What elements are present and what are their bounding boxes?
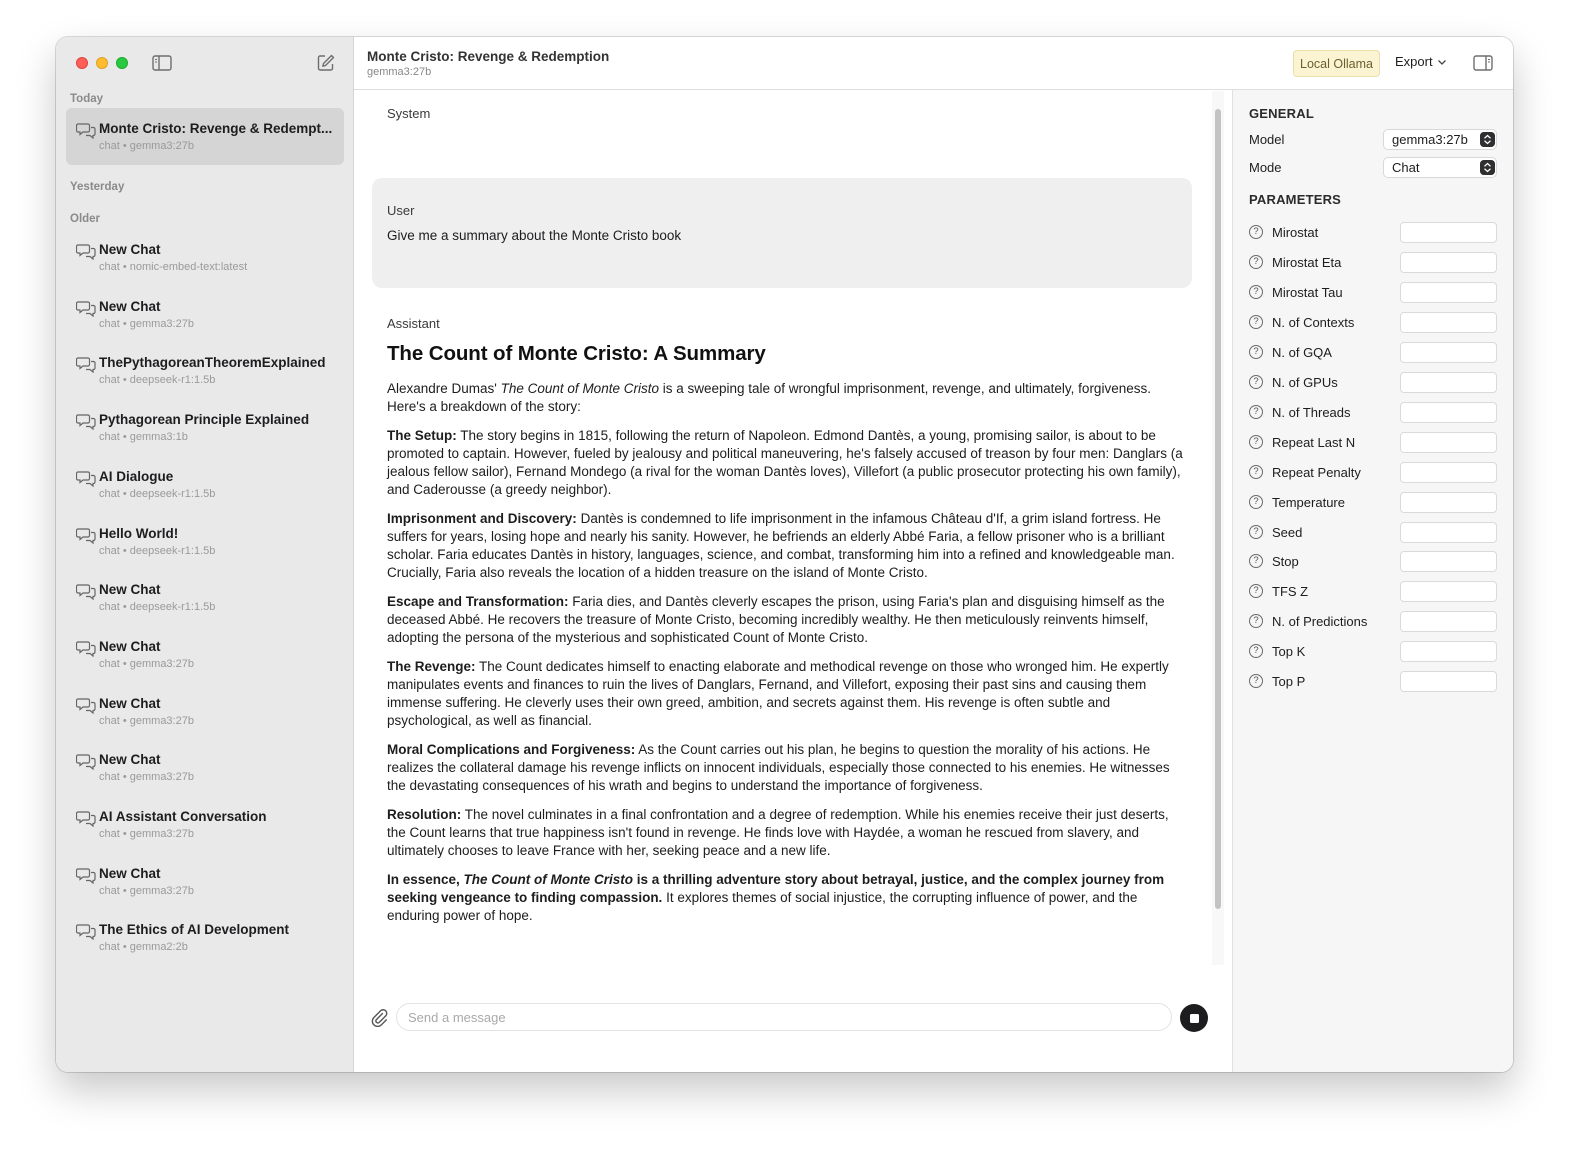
parameter-label: N. of Contexts xyxy=(1272,314,1355,330)
assistant-role-label: Assistant xyxy=(387,316,440,331)
conclusion-bold-post: is a thrilling adventure story about betrayal, justice, and the complex journey from seeking vengeance to finding compassion. xyxy=(387,872,1165,905)
chat-item[interactable] xyxy=(66,342,344,399)
compose-icon[interactable] xyxy=(316,53,336,73)
chat-item[interactable] xyxy=(66,286,344,343)
parameter-label: N. of Predictions xyxy=(1272,614,1368,630)
chat-item[interactable] xyxy=(66,229,344,286)
inspector-toggle-icon[interactable] xyxy=(1473,54,1493,72)
window-controls xyxy=(76,57,128,69)
chat-item-title: Hello World! xyxy=(99,525,179,541)
chat-item-subtitle: chat • gemma3:27b xyxy=(99,140,194,152)
app-window xyxy=(56,37,1513,1072)
assistant-section xyxy=(387,593,1187,647)
section-label: Moral Complications and Forgiveness: xyxy=(387,742,636,757)
close-window-button[interactable] xyxy=(76,57,88,69)
chat-bubbles-icon xyxy=(76,469,96,487)
parameter-label: Top K xyxy=(1272,644,1306,660)
parameter-input[interactable] xyxy=(1400,282,1497,303)
chat-item-title: New Chat xyxy=(99,865,161,881)
chat-item[interactable] xyxy=(66,909,344,966)
chat-bubbles-icon xyxy=(76,299,96,317)
model-label: Model xyxy=(1249,132,1285,147)
sidebar-toggle-icon[interactable] xyxy=(152,54,172,72)
assistant-intro xyxy=(387,380,1187,416)
conversation-view xyxy=(354,90,1211,965)
chat-bubbles-icon xyxy=(76,242,96,260)
question-circle-icon[interactable]: ? xyxy=(1249,225,1263,239)
parameter-row xyxy=(1249,282,1499,304)
parameter-input[interactable] xyxy=(1400,432,1497,453)
parameter-label: TFS Z xyxy=(1272,584,1309,600)
parameter-label: Mirostat Eta xyxy=(1272,254,1342,270)
section-text: The Count dedicates himself to enacting elaborate and methodical revenge on those who wronged him. He expertly manipulates events and finances to ruin the lives of Danglars, Fernand, and Villefort, exposing their past sins and causing them immense suffering. He cleverly uses their own greed, ambition, and secrets against them. His revenge is often subtle and psychological, as well as financial. xyxy=(387,659,1169,728)
assistant-message xyxy=(387,316,1187,936)
chat-item-subtitle: chat • gemma3:1b xyxy=(99,431,188,444)
parameter-label: Repeat Penalty xyxy=(1272,464,1361,480)
system-role-label: System xyxy=(387,106,431,121)
chat-bubbles-icon xyxy=(76,639,96,657)
parameter-input[interactable] xyxy=(1400,671,1497,692)
parameter-label: Temperature xyxy=(1272,494,1345,510)
title-bar xyxy=(354,37,1513,90)
parameter-row xyxy=(1249,372,1499,394)
mode-select[interactable] xyxy=(1383,157,1497,178)
stop-icon xyxy=(1190,1014,1199,1023)
minimize-window-button[interactable] xyxy=(96,57,108,69)
message-input[interactable] xyxy=(396,1003,1172,1031)
chat-item[interactable] xyxy=(66,796,344,853)
section-label: The Setup: xyxy=(387,428,457,443)
chat-item-title: New Chat xyxy=(99,638,161,654)
parameter-input[interactable] xyxy=(1400,611,1497,632)
parameter-label: Top P xyxy=(1272,674,1306,690)
parameter-input[interactable] xyxy=(1400,522,1497,543)
section-text: Dantès is condemned to life imprisonment in the infamous Château d'If, a grim island fortress. He suffers for years, losing hope and nearly his sanity. However, he befriends an elderly Abbé Faria, a fellow prisoner who is a brilliant scholar. Faria educates Dantès in history, languages, science, and combat, transforming him into a refined and knowledgeable man. Crucially, Faria also reveals the location of a hidden treasure on the island of Monte Cristo. xyxy=(387,511,1175,580)
chat-item-title: New Chat xyxy=(99,242,161,257)
chat-item-title: New Chat xyxy=(99,752,161,768)
section-label: Imprisonment and Discovery: xyxy=(387,511,577,526)
assistant-section xyxy=(387,741,1187,795)
model-select[interactable] xyxy=(1383,129,1497,150)
question-circle-icon[interactable]: ? xyxy=(1249,554,1263,568)
zoom-window-button[interactable] xyxy=(116,57,128,69)
section-text: The story begins in 1815, following the return of Napoleon. Edmond Dantès, a young, promising sailor, is about to be promoted to captain. However, fueled by jealousy and political maneuvering, he's falsely accused of treason by four men: Danglars (a jealous fellow sailor), Fernand Mondego (a rival for the woman Dantès loves), Villefort (a public prosecutor protecting his own family), and Caderousse (a greedy neighbor). xyxy=(387,428,1183,497)
user-role-label: User xyxy=(387,203,415,218)
mode-select-value: Chat xyxy=(1392,160,1420,175)
parameter-input[interactable] xyxy=(1400,342,1497,363)
parameter-input[interactable] xyxy=(1400,462,1497,483)
parameter-label: N. of GPUs xyxy=(1272,374,1338,390)
sidebar xyxy=(56,37,354,1072)
assistant-section xyxy=(387,806,1187,860)
parameter-row xyxy=(1249,402,1499,424)
parameter-input[interactable] xyxy=(1400,641,1497,662)
intro-post: is a sweeping tale of wrongful imprisonment, revenge, and ultimately, forgiveness. Here's a breakdown of the story: xyxy=(387,381,1151,414)
chat-item[interactable] xyxy=(66,853,344,910)
parameter-input[interactable] xyxy=(1400,222,1497,243)
chat-bubbles-icon xyxy=(76,526,96,544)
chat-bubbles-icon xyxy=(76,121,96,139)
intro-book-title: The Count of Monte Cristo xyxy=(500,381,659,396)
parameter-row xyxy=(1249,641,1499,663)
inspector-panel xyxy=(1232,90,1513,1072)
parameter-row xyxy=(1249,432,1499,454)
parameter-row xyxy=(1249,611,1499,633)
parameter-label: Mirostat xyxy=(1272,225,1319,240)
conversation-model: gemma3:27b xyxy=(367,66,432,78)
section-label: Escape and Transformation: xyxy=(387,594,569,609)
chat-item-title: The Ethics of AI Development xyxy=(99,922,290,938)
parameter-label: N. of GQA xyxy=(1272,344,1332,360)
chat-item-subtitle: chat • deepseek-r1:1.5b xyxy=(99,487,216,500)
chat-bubbles-icon xyxy=(76,582,96,600)
parameter-row xyxy=(1249,551,1499,573)
export-label: Export xyxy=(1395,54,1433,69)
chat-item-title: Monte Cristo: Revenge & Redempt... xyxy=(99,121,333,136)
chat-item-subtitle: chat • deepseek-r1:1.5b xyxy=(99,544,216,557)
parameter-row xyxy=(1249,252,1499,274)
question-circle-icon[interactable]: ? xyxy=(1249,285,1263,299)
section-today: Today xyxy=(70,93,104,105)
conversation-scrollbar[interactable] xyxy=(1212,91,1224,965)
question-circle-icon[interactable]: ? xyxy=(1249,375,1263,389)
intro-pre: Alexandre Dumas' xyxy=(387,381,501,396)
chat-item-title: AI Dialogue xyxy=(99,468,174,484)
parameter-label: Seed xyxy=(1272,524,1303,540)
chat-item-subtitle: chat • gemma3:27b xyxy=(99,657,194,670)
parameter-row xyxy=(1249,462,1499,484)
chat-item-title: New Chat xyxy=(99,582,161,598)
paperclip-icon[interactable] xyxy=(370,1007,388,1027)
question-circle-icon[interactable]: ? xyxy=(1249,405,1263,419)
chat-item-subtitle: chat • gemma3:27b xyxy=(99,884,194,897)
question-circle-icon[interactable]: ? xyxy=(1249,315,1263,329)
parameter-row xyxy=(1249,581,1499,603)
section-text: As the Count carries out his plan, he begins to question the morality of his actions. He realizes the collateral damage his revenge inflicts on innocent individuals, especially those connected to his enemies. He witnesses the devastating consequences of his wrath and begins to understand the importance of forgiveness. xyxy=(387,742,1170,793)
parameter-row xyxy=(1249,492,1499,514)
question-circle-icon[interactable]: ? xyxy=(1249,644,1263,658)
chat-bubbles-icon xyxy=(76,809,96,827)
server-badge[interactable]: Local Ollama xyxy=(1293,50,1380,77)
general-heading: GENERAL xyxy=(1249,106,1314,121)
chat-item-subtitle: chat • gemma3:27b xyxy=(99,317,194,330)
chat-bubbles-icon xyxy=(76,922,96,940)
chat-item-subtitle: chat • deepseek-r1:1.5b xyxy=(99,601,216,614)
chat-item-subtitle: chat • gemma3:27b xyxy=(99,828,194,840)
section-label: The Revenge: xyxy=(387,659,476,674)
chat-item-title: New Chat xyxy=(99,695,161,711)
up-down-arrows-icon xyxy=(1480,160,1495,175)
chat-item[interactable] xyxy=(66,513,344,570)
stop-button[interactable] xyxy=(1180,1004,1208,1032)
parameter-input[interactable] xyxy=(1400,372,1497,393)
model-select-value: gemma3:27b xyxy=(1392,132,1468,147)
question-circle-icon[interactable]: ? xyxy=(1249,255,1263,269)
chat-item-subtitle: chat • nomic-embed-text:latest xyxy=(99,261,248,273)
parameter-input[interactable] xyxy=(1400,492,1497,513)
scrollbar-thumb[interactable] xyxy=(1215,109,1221,909)
conclusion-rest: It explores themes of social injustice, the corrupting influence of power, and the enduring power of hope. xyxy=(387,890,1138,923)
section-label: Resolution: xyxy=(387,807,462,822)
assistant-sections xyxy=(387,427,1187,860)
section-text: Faria dies, and Dantès cleverly escapes the prison, using Faria's plan and disguising himself as the deceased Abbé. He recovers the treasure of Monte Cristo, becoming incredibly wealthy. He then meticulously reinvents himself, adopting the persona of the mysterious and sophisticated Count of Monte Cristo. xyxy=(387,594,1165,645)
chat-item[interactable] xyxy=(66,456,344,513)
composer xyxy=(354,965,1231,1072)
chat-item[interactable] xyxy=(66,399,344,456)
chat-item-title: ThePythagoreanTheoremExplained xyxy=(99,355,326,371)
chat-bubbles-icon xyxy=(76,696,96,714)
question-circle-icon[interactable]: ? xyxy=(1249,614,1263,628)
chat-item-subtitle: chat • deepseek-r1:1.5b xyxy=(99,374,216,387)
chat-bubbles-icon xyxy=(76,412,96,430)
parameter-input[interactable] xyxy=(1400,551,1497,572)
question-circle-icon[interactable]: ? xyxy=(1249,345,1263,359)
chat-bubbles-icon xyxy=(76,752,96,770)
assistant-heading: The Count of Monte Cristo: A Summary xyxy=(387,342,766,365)
mode-label: Mode xyxy=(1249,160,1282,175)
parameter-label: Stop xyxy=(1272,554,1299,570)
chat-item[interactable] xyxy=(66,683,344,740)
conclusion-bold-pre: In essence, xyxy=(387,872,464,887)
chat-item-title: AI Assistant Conversation xyxy=(99,809,267,824)
parameter-label: N. of Threads xyxy=(1272,404,1351,420)
parameters-heading: PARAMETERS xyxy=(1249,192,1342,207)
chat-item[interactable] xyxy=(66,569,344,626)
chat-item-subtitle: chat • gemma2:2b xyxy=(99,941,188,954)
section-older: Older xyxy=(70,213,101,225)
chat-item[interactable] xyxy=(66,626,344,683)
parameter-label: Mirostat Tau xyxy=(1272,284,1343,300)
question-circle-icon[interactable]: ? xyxy=(1249,435,1263,449)
parameter-input[interactable] xyxy=(1400,581,1497,602)
up-down-arrows-icon xyxy=(1480,132,1495,147)
parameter-input[interactable] xyxy=(1400,312,1497,333)
chat-item-title: Pythagorean Principle Explained xyxy=(99,412,310,428)
conclusion-book-title: The Count of Monte Cristo xyxy=(463,872,634,887)
assistant-conclusion xyxy=(387,871,1187,925)
parameter-label: Repeat Last N xyxy=(1272,434,1356,450)
conversation-title: Monte Cristo: Revenge & Redemption xyxy=(367,49,610,64)
question-circle-icon[interactable]: ? xyxy=(1249,674,1263,688)
parameter-row xyxy=(1249,671,1499,693)
section-yesterday: Yesterday xyxy=(70,181,125,193)
chat-item-active[interactable] xyxy=(66,108,344,165)
chevron-down-icon xyxy=(1437,58,1447,66)
chat-item-subtitle: chat • gemma3:27b xyxy=(99,714,194,727)
chat-item-title: New Chat xyxy=(99,298,161,314)
chat-bubbles-icon xyxy=(76,866,96,884)
question-circle-icon[interactable]: ? xyxy=(1249,584,1263,598)
chat-item[interactable] xyxy=(66,739,344,796)
section-text: The novel culminates in a final confrontation and a degree of redemption. While his enemies receive their just deserts, the Count learns that true happiness isn't found in revenge. He finds love with Haydée, a woman he rescued from slavery, and ultimately chooses to leave France with her, seeking peace and a new life. xyxy=(387,807,1169,858)
question-circle-icon[interactable]: ? xyxy=(1249,465,1263,479)
assistant-section xyxy=(387,510,1187,582)
user-message-bubble xyxy=(372,178,1192,288)
parameter-input[interactable] xyxy=(1400,252,1497,273)
question-circle-icon[interactable]: ? xyxy=(1249,525,1263,539)
parameter-row xyxy=(1249,522,1499,544)
user-message-text: Give me a summary about the Monte Cristo book xyxy=(387,228,682,243)
parameter-row xyxy=(1249,342,1499,364)
parameter-row xyxy=(1249,222,1499,244)
parameter-row xyxy=(1249,312,1499,334)
assistant-section xyxy=(387,427,1187,499)
assistant-section xyxy=(387,658,1187,730)
parameter-input[interactable] xyxy=(1400,402,1497,423)
chat-item-subtitle: chat • gemma3:27b xyxy=(99,771,194,784)
chat-bubbles-icon xyxy=(76,355,96,373)
export-button[interactable] xyxy=(1395,54,1447,69)
question-circle-icon[interactable]: ? xyxy=(1249,495,1263,509)
